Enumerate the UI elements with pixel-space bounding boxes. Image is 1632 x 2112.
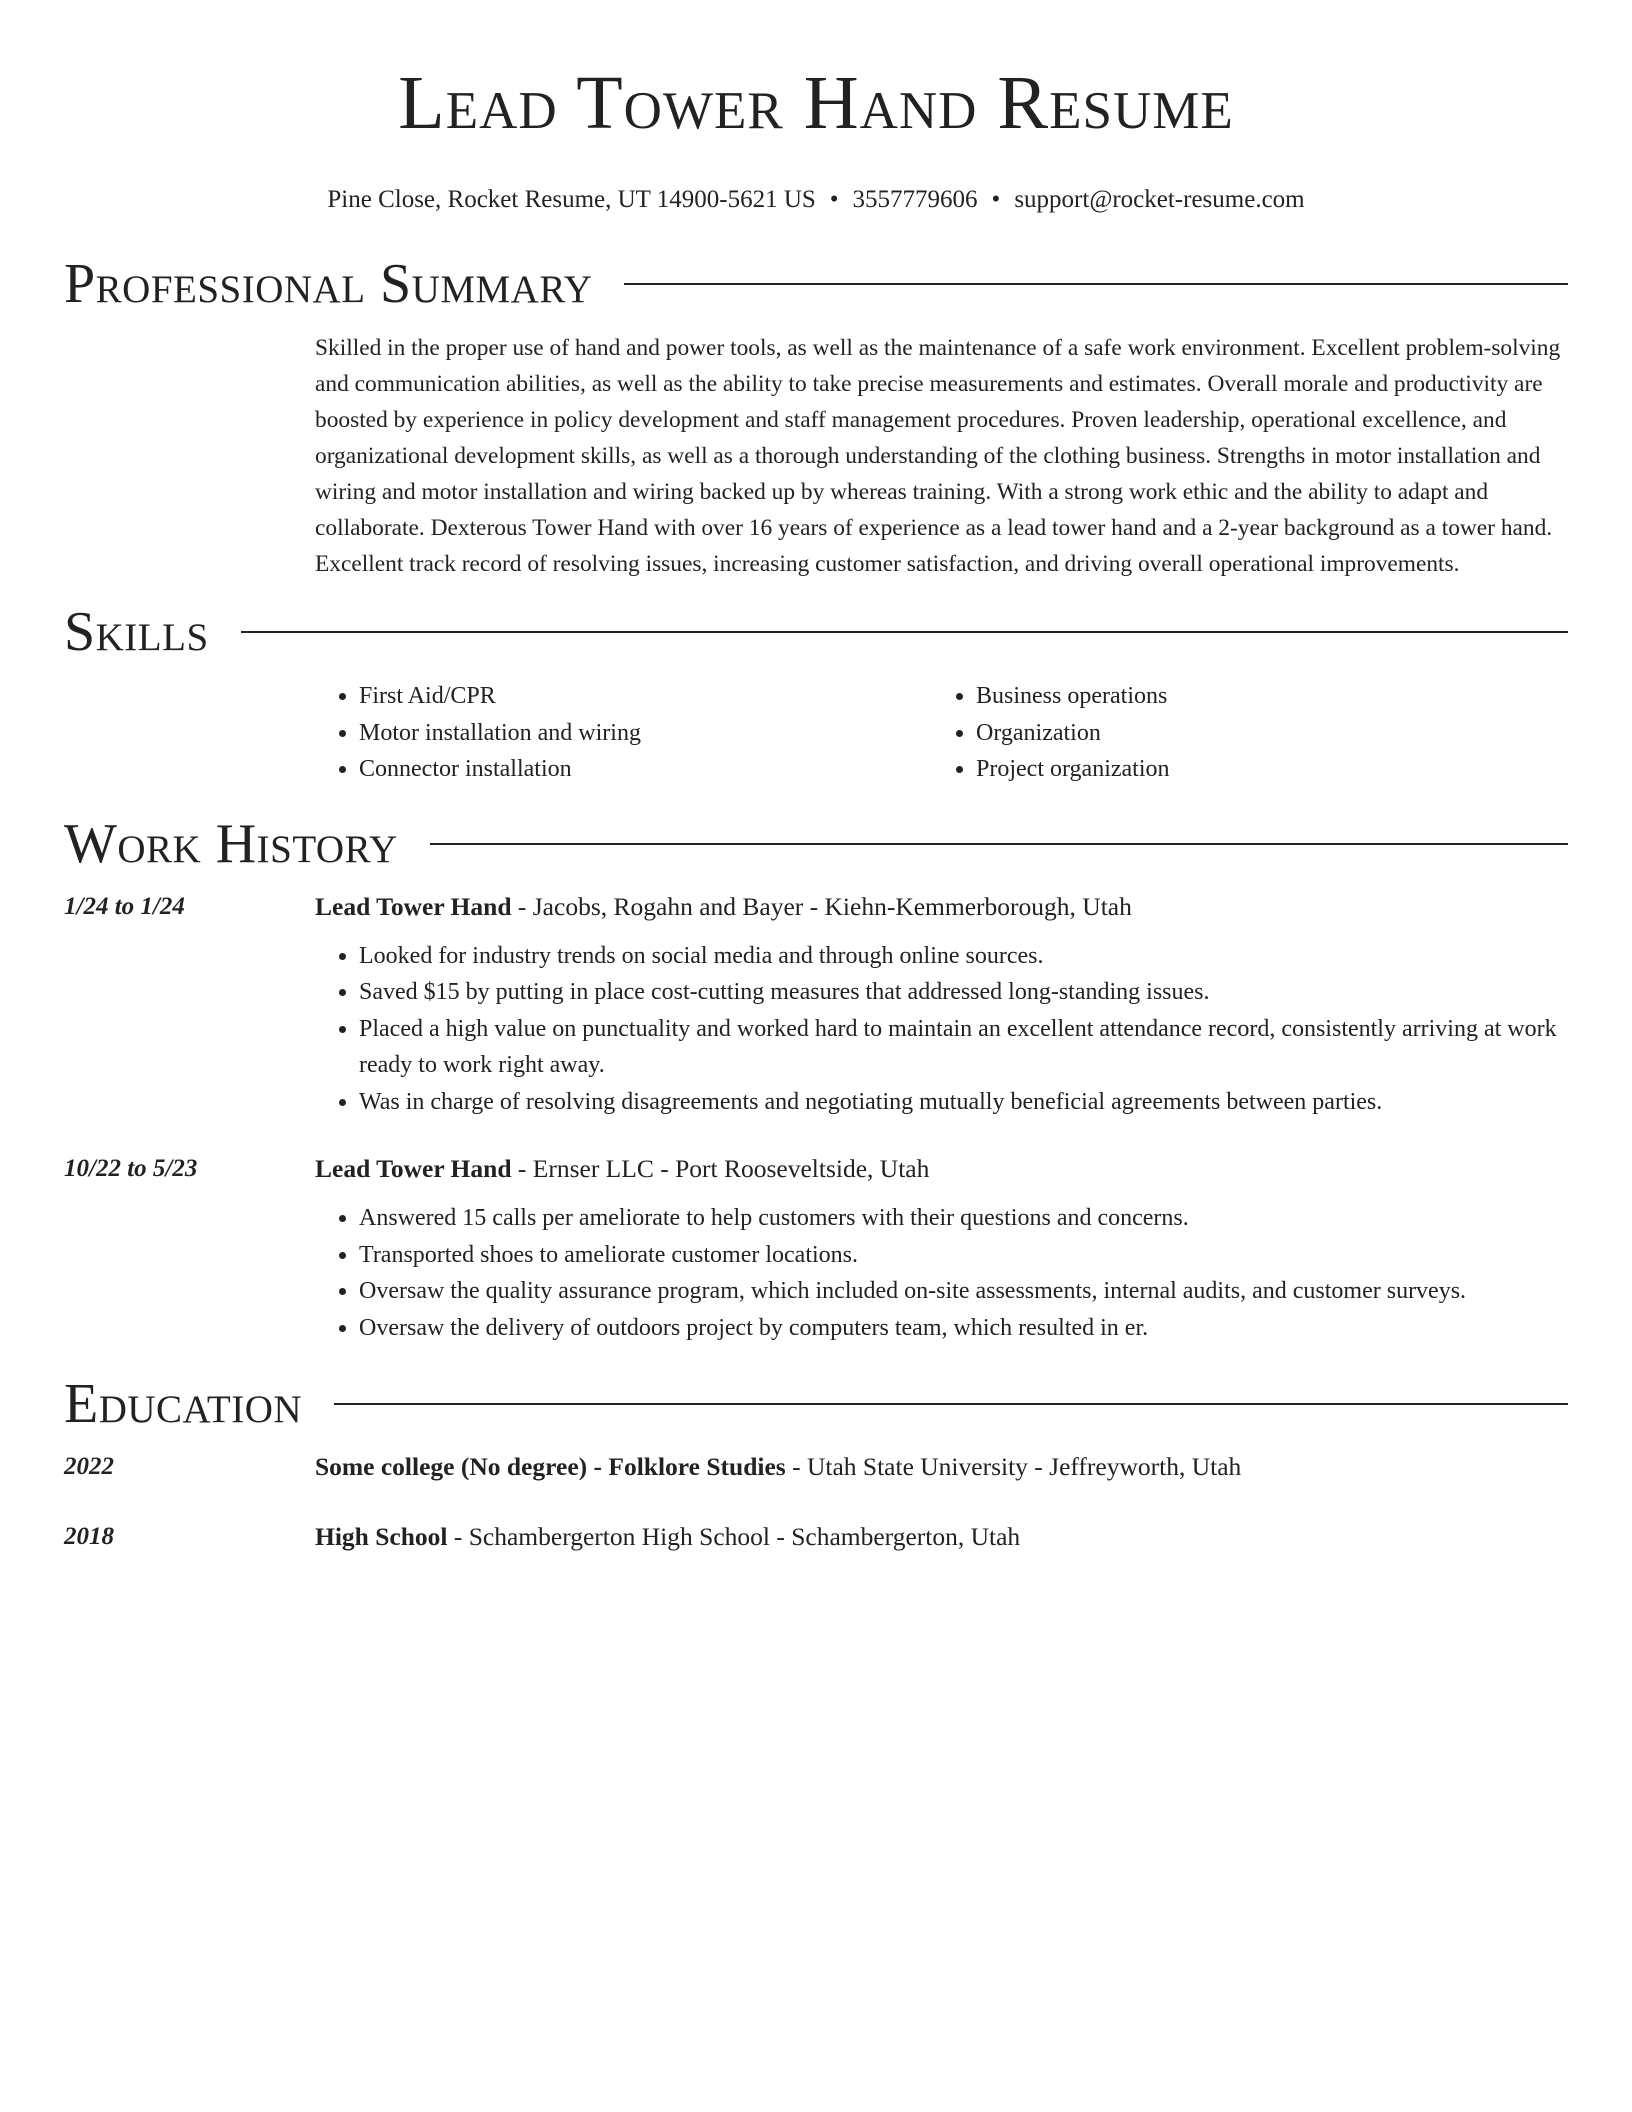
job-title: Lead Tower Hand <box>315 891 512 921</box>
skill-item: • Connector installation <box>359 751 932 788</box>
job-bullet: • Answered 15 calls per ameliorate to help customers with their questions and concerns. <box>359 1200 1568 1237</box>
skills-column-left <box>315 678 932 788</box>
job-heading <box>315 1152 1568 1186</box>
education-date: 2018 <box>64 1523 114 1550</box>
contact-line <box>64 184 1568 216</box>
job-details: - Ernser LLC - Port Rooseveltside, Utah <box>511 1154 930 1183</box>
education-degree: High School <box>315 1522 448 1551</box>
skill-item: • First Aid/CPR <box>359 678 932 715</box>
job-entry <box>64 890 1568 1121</box>
skill-item: • Organization <box>976 715 1549 752</box>
job-bullets <box>315 938 1568 1121</box>
education-details: - Utah State University - Jeffreyworth, Utah <box>785 1452 1242 1481</box>
job-bullet: • Saved $15 by putting in place cost-cutting measures that addressed long-standing issues. <box>359 974 1568 1011</box>
contact-phone: 3557779606 <box>852 186 978 213</box>
education-heading <box>315 1520 1568 1554</box>
section-header-education <box>64 1372 1568 1436</box>
job-bullet: • Placed a high value on punctuality and worked hard to maintain an excellent attendance record, consistently arriving at work ready to work right away. <box>359 1011 1568 1084</box>
section-title-work: Work History <box>64 812 398 875</box>
job-date: 10/22 to 5/23 <box>64 1155 198 1182</box>
skill-item: • Motor installation and wiring <box>359 715 932 752</box>
skills-list <box>315 678 1568 788</box>
education-date: 2022 <box>64 1453 114 1480</box>
job-heading <box>315 890 1568 924</box>
job-title: Lead Tower Hand <box>315 1154 512 1183</box>
job-bullet: • Transported shoes to ameliorate customer locations. <box>359 1237 1568 1274</box>
job-details: - Jacobs, Rogahn and Bayer - Kiehn-Kemmerborough, Utah <box>511 891 1132 921</box>
section-divider <box>624 283 1568 285</box>
education-details: - Schambergerton High School - Schambergerton, Utah <box>447 1522 1021 1551</box>
section-header-skills <box>64 600 1568 664</box>
section-header-work <box>64 812 1568 876</box>
section-header-summary <box>64 252 1568 316</box>
resume-title: Lead Tower Hand Resume <box>398 61 1234 145</box>
section-divider <box>430 843 1568 845</box>
section-title-summary: Professional Summary <box>64 253 593 315</box>
education-degree: Some college (No degree) - Folklore Studies <box>315 1452 786 1481</box>
contact-separator: • <box>829 186 839 213</box>
summary-text: Skilled in the proper use of hand and power tools, as well as the maintenance of a safe work environment. Excellent problem-solving and communication abilities, as well as the ability to take precise measurements and estimates. Overall morale and productivity are boosted by experience in policy development and staff management procedures. Proven leadership, operational excellence, and organizational development skills, as well as a thorough understanding of the clothing business. Strengths in motor installation and wiring and motor installation and wiring backed up by whereas training. With a strong work ethic and the ability to adapt and collaborate. Dexterous Tower Hand with over 16 years of experience as a lead tower hand and a 2-year background as a tower hand. Excellent track record of resolving issues, increasing customer satisfaction, and driving overall operational improvements. <box>315 335 1561 577</box>
contact-address: Pine Close, Rocket Resume, UT 14900-5621 US <box>327 186 816 213</box>
skill-item: • Project organization <box>976 751 1549 788</box>
job-entry <box>64 1152 1568 1346</box>
job-bullets <box>315 1200 1568 1346</box>
job-bullet: • Oversaw the delivery of outdoors project by computers team, which resulted in er. <box>359 1310 1568 1347</box>
section-divider <box>241 631 1568 633</box>
contact-email: support@rocket-resume.com <box>1014 186 1305 213</box>
job-date: 1/24 to 1/24 <box>64 892 185 920</box>
section-title-skills: Skills <box>64 601 209 663</box>
contact-separator: • <box>991 186 1001 213</box>
section-title-education: Education <box>64 1373 303 1435</box>
skill-item: • Business operations <box>976 678 1549 715</box>
resume-page <box>64 0 1568 1554</box>
section-divider <box>334 1403 1568 1405</box>
education-heading <box>315 1450 1568 1484</box>
education-entry <box>64 1450 1568 1484</box>
job-bullet: • Oversaw the quality assurance program, which included on-site assessments, internal audits, and customer surveys. <box>359 1273 1568 1310</box>
job-bullet: • Looked for industry trends on social media and through online sources. <box>359 938 1568 975</box>
education-entry <box>64 1520 1568 1554</box>
job-bullet: • Was in charge of resolving disagreements and negotiating mutually beneficial agreements between parties. <box>359 1084 1568 1121</box>
skills-column-right <box>932 678 1549 788</box>
